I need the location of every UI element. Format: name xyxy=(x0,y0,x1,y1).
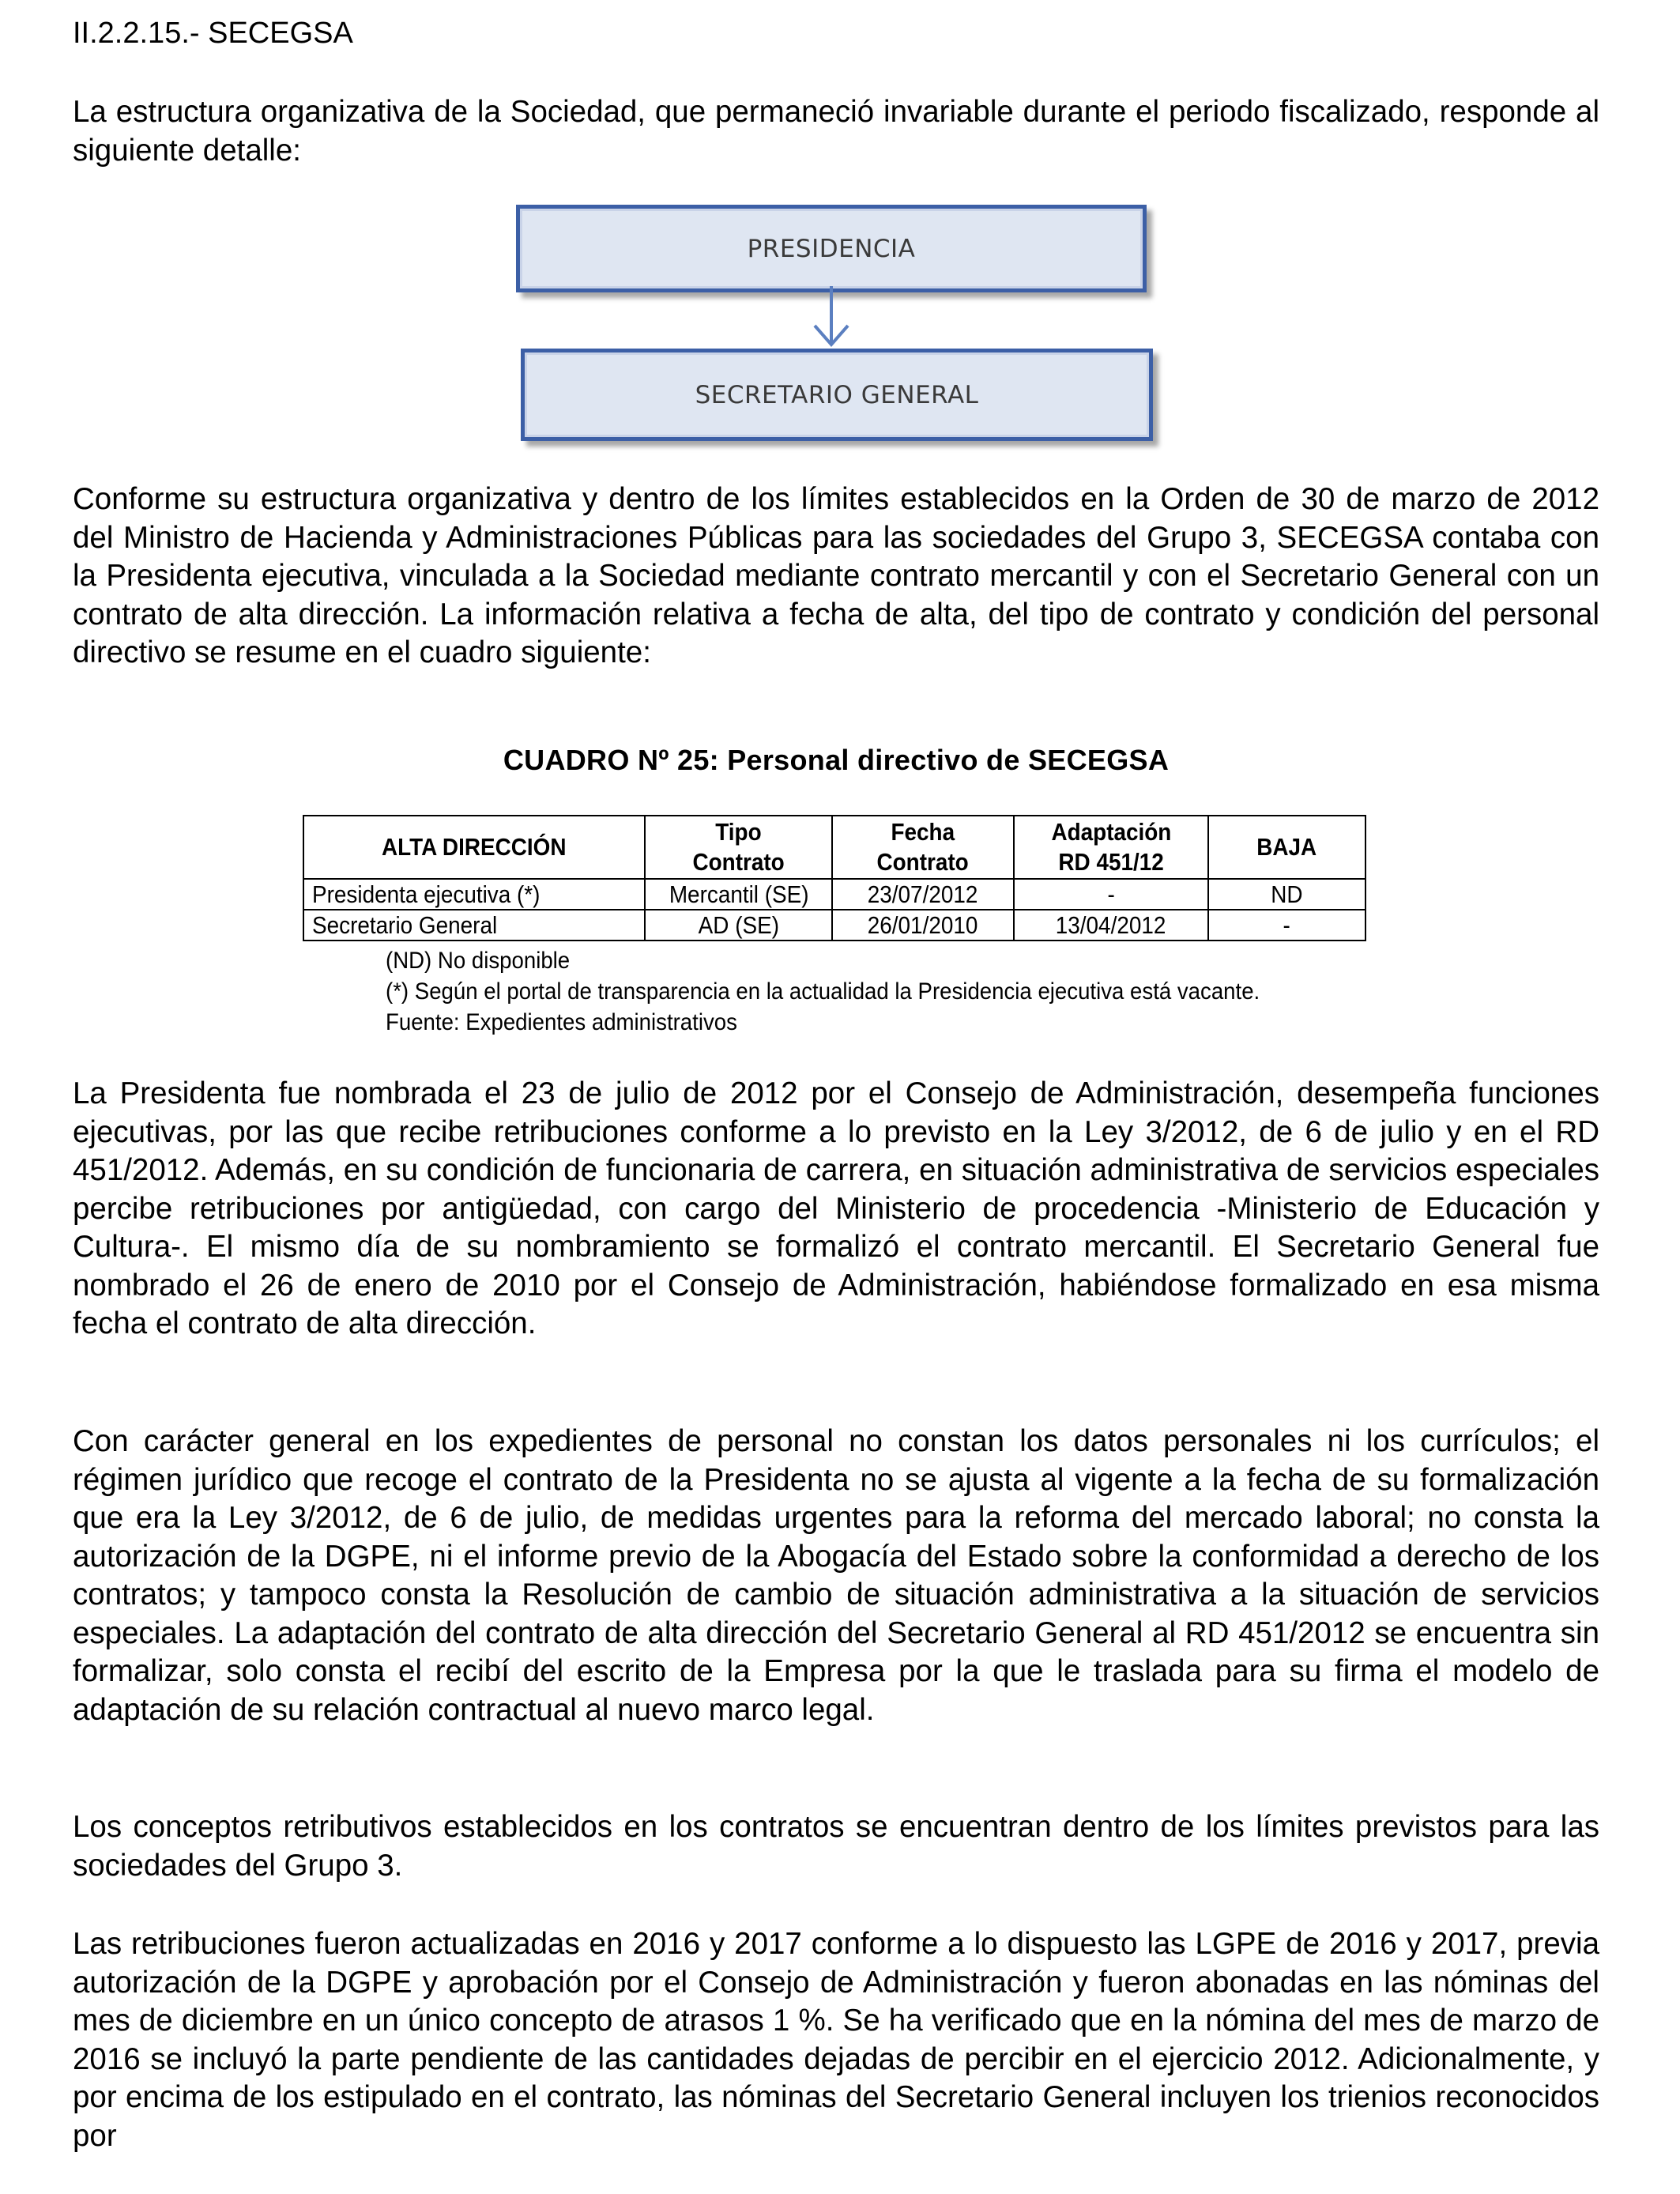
header-adaptacion: Adaptación RD 451/12 xyxy=(1014,816,1208,879)
note-nd: (ND) No disponible xyxy=(386,948,571,974)
header-tipo-contrato: Tipo Contrato xyxy=(645,816,832,879)
org-connector-arrow-icon xyxy=(812,286,851,348)
cell-adaptacion: 13/04/2012 xyxy=(1014,910,1208,941)
org-box-secretario-general: SECRETARIO GENERAL xyxy=(521,349,1153,441)
paragraph-expedientes: Con carácter general en los expedientes de personal no constan los datos personales ni los currículos; el régimen jurídico que recoge el contrato de la Presidenta no se ajusta al vigente a la fecha de su formalización que era la Ley 3/2012, de 6 de julio, de medidas urgentes para la reforma del mercado laboral; no consta la autorización de la DGPE, ni el informe previo de la Abogacía del Estado sobre la conformidad a derecho de los contratos; y tampoco consta la Resolución de cambio de situación administrativa a la situación de servicios especiales. La adaptación del contrato de alta dirección del Secretario General al RD 451/2012 se encuentra sin formalizar, solo consta el recibí del escrito de la Empresa por la que le traslada para su firma el modelo de adaptación de su relación contractual al nuevo marco legal. xyxy=(73,1424,1599,1727)
cell-baja: ND xyxy=(1208,879,1365,910)
header-fecha-contrato: Fecha Contrato xyxy=(832,816,1014,879)
org-box-presidencia: PRESIDENCIA xyxy=(516,205,1147,292)
header-alta-direccion: ALTA DIRECCIÓN xyxy=(303,816,645,879)
header-baja: BAJA xyxy=(1208,816,1365,879)
section-heading: II.2.2.15.- SECEGSA xyxy=(73,17,353,50)
cell-alta: Presidenta ejecutiva (*) xyxy=(303,879,645,910)
table-notes xyxy=(386,945,1335,1038)
paragraph-conceptos: Los conceptos retributivos establecidos en los contratos se encuentran dentro de los límites previstos para las sociedades del Grupo 3. xyxy=(73,1810,1599,1883)
cell-adaptacion: - xyxy=(1014,879,1208,910)
note-asterisk: (*) Según el portal de transparencia en la actualidad la Presidencia ejecutiva está vacante. xyxy=(386,978,1260,1005)
cell-alta: Secretario General xyxy=(303,910,645,941)
table-header-row xyxy=(303,816,1365,879)
table-row xyxy=(303,910,1365,941)
cell-tipo: AD (SE) xyxy=(645,910,832,941)
cell-baja: - xyxy=(1208,910,1365,941)
cell-fecha: 26/01/2010 xyxy=(832,910,1014,941)
personal-directivo-table xyxy=(303,815,1366,941)
paragraph-estructura: Conforme su estructura organizativa y dentro de los límites establecidos en la Orden de 30 de marzo de 2012 del Ministro de Hacienda y Administraciones Públicas para las sociedades del Grupo 3, SECEGSA contaba con la Presidenta ejecutiva, vinculada a la Sociedad mediante contrato mercantil y con el Secretario General con un contrato de alta dirección. La información relativa a fecha de alta, del tipo de contrato y condición del personal directivo se resume en el cuadro siguiente: xyxy=(73,482,1599,669)
paragraph-retribuciones: Las retribuciones fueron actualizadas en 2016 y 2017 conforme a lo dispuesto las LGPE de 2016 y 2017, previa autorización de la DGPE y aprobación por el Consejo de Administración y fueron abonadas en las nóminas del mes de diciembre en un único concepto de atrasos 1 %. Se ha verificado que en la nómina del mes de marzo de 2016 se incluyó la parte pendiente de las cantidades dejadas de percibir en el ejercicio 2012. Adicionalmente, y por encima de los estipulado en el contrato, las nóminas del Secretario General incluyen los trienios reconocidos por xyxy=(73,1927,1599,2153)
table-caption: CUADRO Nº 25: Personal directivo de SECEGSA xyxy=(503,744,1170,776)
intro-paragraph: La estructura organizativa de la Sociedad, que permaneció invariable durante el periodo fiscalizado, responde al siguiente detalle: xyxy=(73,95,1599,168)
paragraph-presidenta: La Presidenta fue nombrada el 23 de julio de 2012 por el Consejo de Administración, desempeña funciones ejecutivas, por las que recibe retribuciones conforme a lo previsto en la Ley 3/2012, de 6 de julio y en el RD 451/2012. Además, en su condición de funcionaria de carrera, en situación administrativa de servicios especiales percibe retribuciones por antigüedad, con cargo del Ministerio de procedencia -Ministerio de Educación y Cultura-. El mismo día de su nombramiento se formalizó el contrato mercantil. El Secretario General fue nombrado el 26 de enero de 2010 por el Consejo de Administración, habiéndose formalizado en esa misma fecha el contrato de alta dirección. xyxy=(73,1076,1599,1340)
cell-fecha: 23/07/2012 xyxy=(832,879,1014,910)
note-fuente: Fuente: Expedientes administrativos xyxy=(386,1009,737,1035)
cell-tipo: Mercantil (SE) xyxy=(645,879,832,910)
table-row xyxy=(303,879,1365,910)
